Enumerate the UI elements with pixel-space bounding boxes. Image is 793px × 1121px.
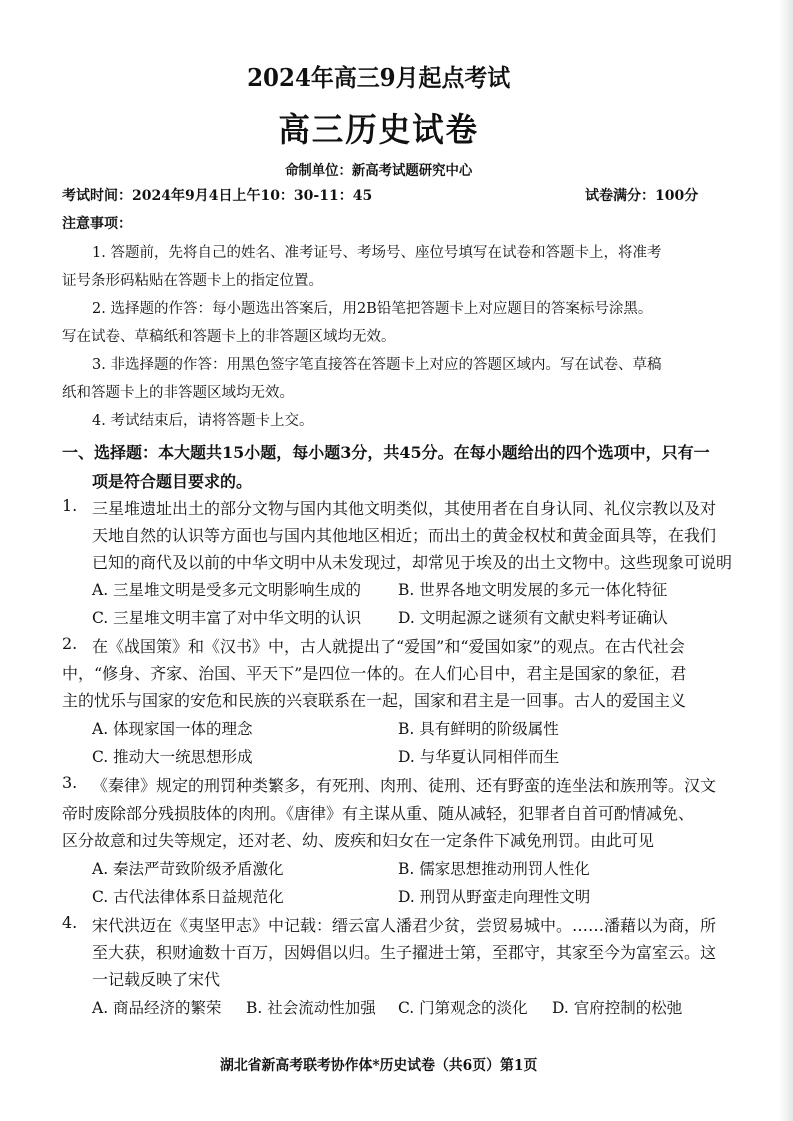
- note-2-line-1: 2. 选择题的作答：每小题选出答案后，用2B铅笔把答题卡上对应题目的答案标号涂黑。: [92, 301, 653, 317]
- question-number: 1.: [62, 496, 78, 515]
- question-text-line: 三星堆遗址出土的部分文物与国内其他文明类似，其使用者在自身认同、礼仪宗教以及对: [92, 499, 717, 518]
- notes-heading: 注意事项：: [62, 216, 132, 232]
- option-b: B. 具有鲜明的阶级属性: [398, 720, 559, 738]
- section-1-heading: 一、选择题：本大题共15小题，每小题3分，共45分。在每小题给出的四个选项中，只有一: [62, 443, 710, 462]
- option-b: B. 儒家思想推动刑罚人性化: [398, 860, 590, 878]
- question-number: 3.: [62, 773, 78, 792]
- question-text-line: 帝时废除部分残损肢体的肉刑。《唐律》有主谋从重、随从减轻，犯罪者自首可酌情减免、: [62, 804, 695, 823]
- scan-edge-shadow: [779, 0, 793, 1121]
- exam-title: 2024年高三9月起点考试: [247, 63, 511, 92]
- option-c: C. 推动大一统思想形成: [92, 748, 253, 766]
- option-d: D. 与华夏认同相伴而生: [398, 748, 560, 766]
- question-text-line: 至大获，积财逾数十百万，因姆倡以归。生子擢进士第，至郡守，其家至今为富室云。这: [92, 943, 717, 962]
- question-text-line: 区分故意和过失等规定，还对老、幼、废疾和妇女在一定条件下减免刑罚。由此可见: [62, 831, 655, 850]
- question-text-line: 已知的商代及以前的中华文明中从未发现过，却常见于埃及的出土文物中。这些现象可说明: [92, 553, 733, 572]
- question-text-line: 在《战国策》和《汉书》中，古人就提出了“爱国”和“爱国如家”的观点。在古代社会: [92, 637, 685, 656]
- question-number: 2.: [62, 634, 78, 653]
- note-2-line-2: 写在试卷、草稿纸和答题卡上的非答题区域均无效。: [62, 329, 396, 345]
- note-3-line-1: 3. 非选择题的作答：用黑色签字笔直接答在答题卡上对应的答题区域内。写在试卷、草稿: [92, 357, 662, 373]
- full-score: 试卷满分：100分: [585, 188, 699, 204]
- option-a: A. 秦法严苛致阶级矛盾激化: [92, 860, 284, 878]
- exam-time: 考试时间：2024年9月4日上午10：30-11：45: [62, 188, 373, 204]
- note-1-line-1: 1. 答题前，先将自己的姓名、准考证号、考场号、座位号填写在试卷和答题卡上，将准考: [92, 245, 662, 261]
- option-c: C. 门第观念的淡化: [398, 999, 528, 1017]
- option-c: C. 古代法律体系日益规范化: [92, 888, 284, 906]
- option-d: D. 刑罚从野蛮走向理性文明: [398, 888, 591, 906]
- question-text-line: 《秦律》规定的刑罚种类繁多，有死刑、肉刑、徒刑、还有野蛮的连坐法和族刑等。汉文: [92, 776, 717, 795]
- question-number: 4.: [62, 913, 78, 932]
- note-4: 4. 考试结束后，请将答题卡上交。: [92, 413, 314, 429]
- question-text-line: 一记载反映了宋代: [92, 970, 221, 989]
- option-a: A. 商品经济的繁荣: [92, 999, 222, 1017]
- paper-title: 高三历史试卷: [278, 110, 479, 149]
- option-b: B. 世界各地文明发展的多元一体化特征: [398, 581, 668, 599]
- issuing-organization: 命制单位：新高考试题研究中心: [285, 163, 473, 179]
- option-a: A. 体现家国一体的理念: [92, 720, 253, 738]
- option-d: D. 文明起源之谜须有文献史料考证确认: [398, 609, 668, 627]
- section-1-heading-cont: 项是符合题目要求的。: [92, 472, 253, 491]
- option-c: C. 三星堆文明丰富了对中华文明的认识: [92, 609, 362, 627]
- question-text-line: 主的忧乐与国家的安危和民族的兴衰联系在一起，国家和君主是一回事。古人的爱国主义: [62, 691, 687, 710]
- option-b: B. 社会流动性加强: [246, 999, 376, 1017]
- question-text-line: 宋代洪迈在《夷坚甲志》中记载：缙云富人潘君少贫，尝贸易城中。……潘藉以为商，所: [92, 916, 717, 935]
- note-1-line-2: 证号条形码粘贴在答题卡上的指定位置。: [62, 273, 323, 289]
- note-3-line-2: 纸和答题卡上的非答题区域均无效。: [62, 385, 294, 401]
- page-footer: 湖北省新高考联考协作体*历史试卷（共6页）第1页: [219, 1057, 538, 1074]
- question-text-line: 天地自然的认识等方面也与国内其他地区相近；而出土的黄金权杖和黄金面具等，在我们: [92, 526, 717, 545]
- question-text-line: 中，“修身、齐家、治国、平天下”是四位一体的。在人们心目中，君主是国家的象征，君: [62, 664, 687, 683]
- option-d: D. 官府控制的松弛: [552, 999, 683, 1017]
- option-a: A. 三星堆文明是受多元文明影响生成的: [92, 581, 362, 599]
